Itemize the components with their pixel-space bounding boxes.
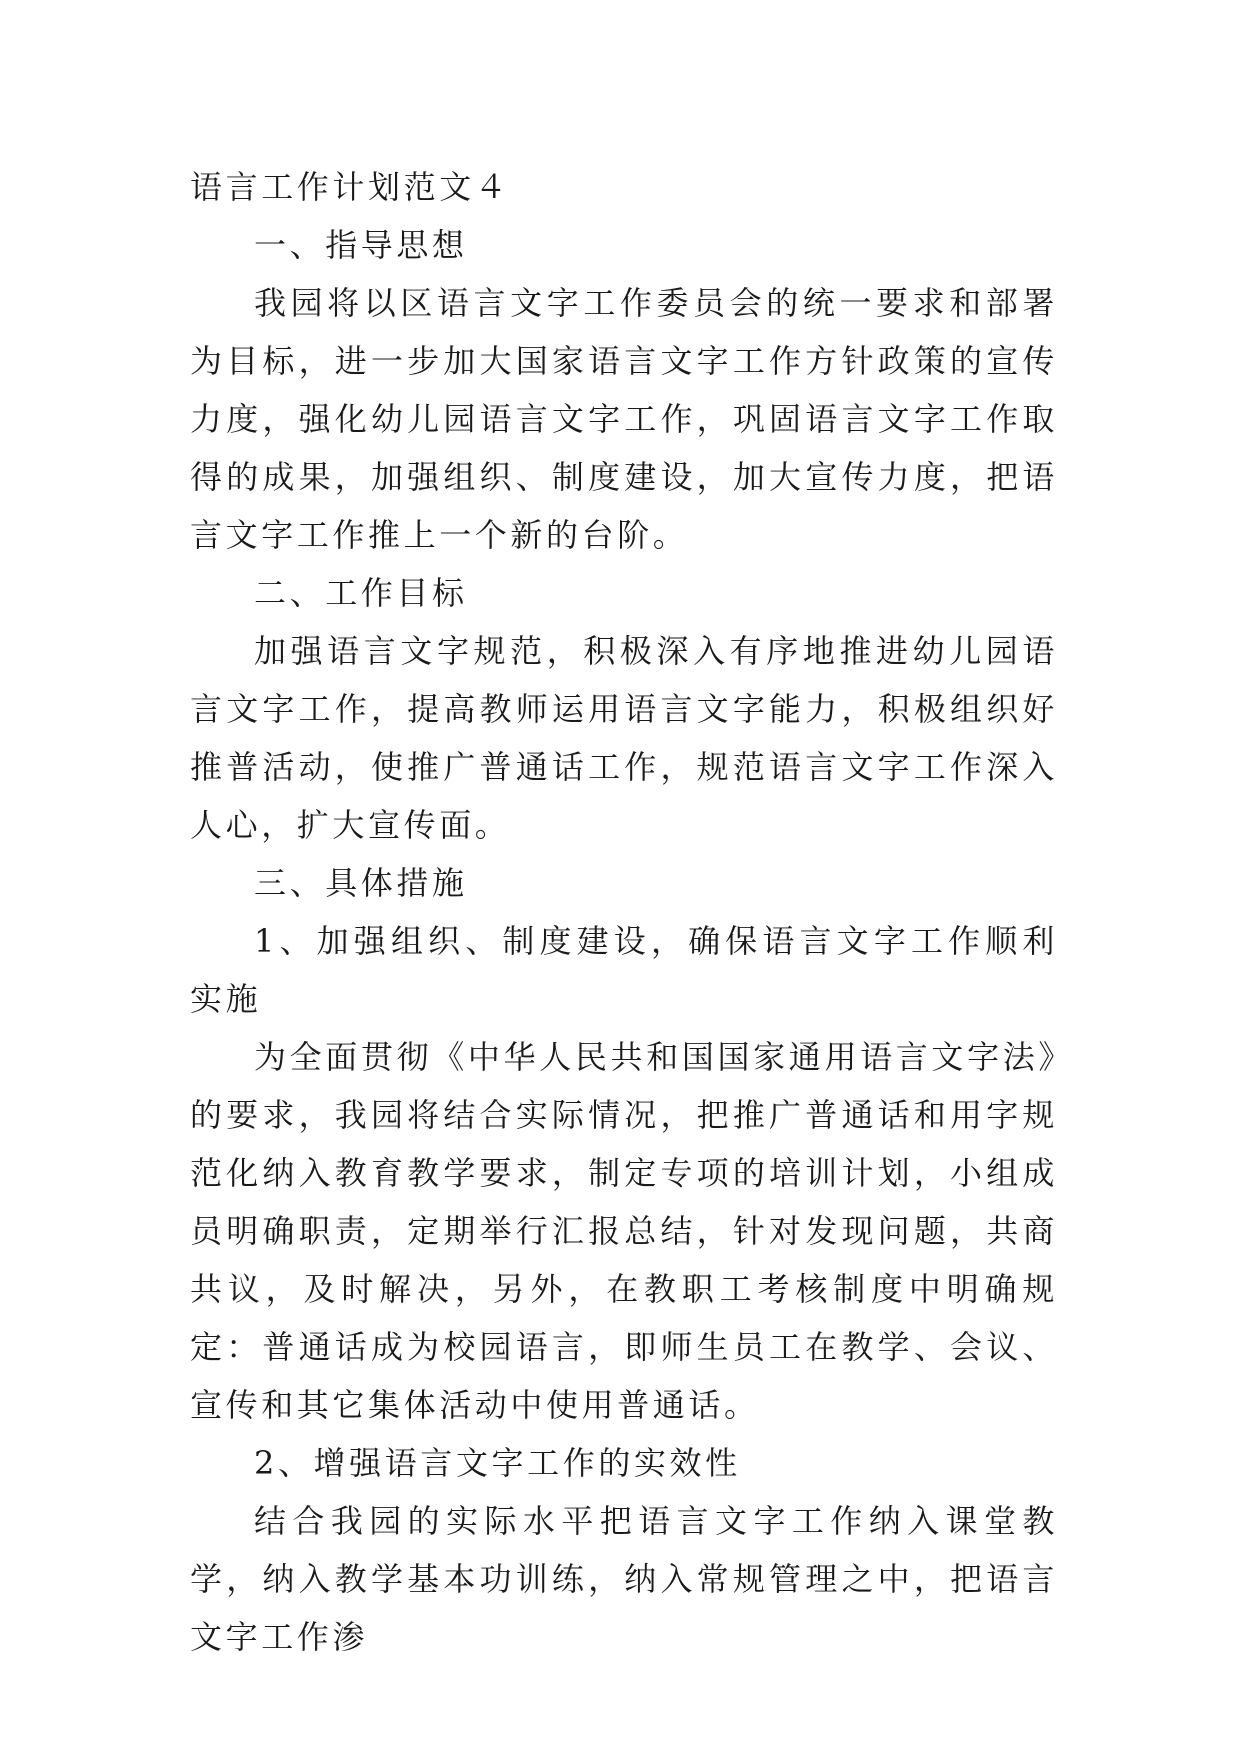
paragraph-organization: 为全面贯彻《中华人民共和国国家通用语言文字法》的要求，我园将结合实际情况，把推广普通话和用字规范化纳入教育教学要求，制定专项的培训计划，小组成员明确职责，定期举行汇报总结，针对发现问题，共商共议，及时解决，另外，在教职工考核制度中明确规定：普通话成为校园语言，即师生员工在教学、会议、宣传和其它集体活动中使用普通话。 (190, 1038, 1058, 1424)
document-body (190, 158, 1058, 1666)
subheading-effectiveness: 2、增强语言文字工作的实效性 (254, 1444, 741, 1482)
subheading-organization: 1、加强组织、制度建设，确保语言文字工作顺利实施 (190, 922, 1058, 1018)
section-heading-guiding-ideology: 一、指导思想 (254, 226, 468, 264)
paragraph-guiding-ideology: 我园将以区语言文字工作委员会的统一要求和部署为目标，进一步加大国家语言文字工作方针政策的宣传力度，强化幼儿园语言文字工作，巩固语言文字工作取得的成果，加强组织、制度建设，加大宣传力度，把语言文字工作推上一个新的台阶。 (190, 284, 1058, 554)
paragraph-work-goals: 加强语言文字规范，积极深入有序地推进幼儿园语言文字工作，提高教师运用语言文字能力，积极组织好推普活动，使推广普通话工作，规范语言文字工作深入人心，扩大宣传面。 (190, 632, 1058, 844)
section-heading-measures: 三、具体措施 (254, 864, 468, 902)
section-heading-work-goals: 二、工作目标 (254, 574, 468, 612)
document-title: 语言工作计划范文４ (190, 168, 511, 206)
paragraph-effectiveness: 结合我园的实际水平把语言文字工作纳入课堂教学，纳入教学基本功训练，纳入常规管理之中，把语言文字工作渗 (190, 1502, 1058, 1656)
